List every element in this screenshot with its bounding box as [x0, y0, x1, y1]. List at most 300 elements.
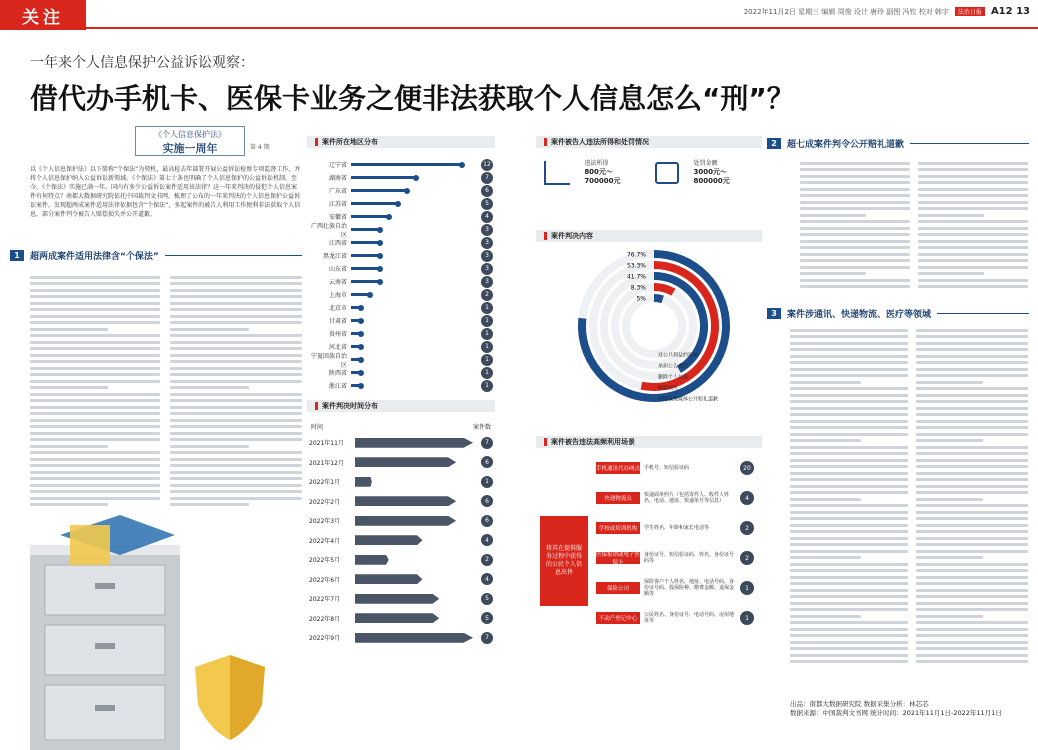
text-line: [790, 491, 908, 494]
text-line: [30, 458, 160, 461]
text-line: [30, 432, 160, 435]
text-line: [916, 478, 1028, 481]
region-value: 2: [481, 289, 493, 301]
text-line: [30, 497, 160, 500]
region-bar-row: [309, 352, 493, 369]
region-bar: [351, 202, 397, 205]
time-bar-row: [309, 433, 493, 453]
footer-source: 出品：南都大数据研究院 数据采集分析：林芯芯: [790, 700, 929, 708]
time-value: 6: [481, 456, 493, 468]
text-line: [170, 308, 302, 311]
text-line: [170, 347, 302, 350]
text-line: [30, 471, 160, 474]
bar-end-dot: [459, 162, 465, 168]
text-line: [30, 451, 160, 454]
text-line: [790, 329, 908, 332]
time-bar: [355, 438, 473, 448]
text-line: [790, 459, 908, 462]
text-line: [800, 181, 910, 184]
time-label: 2022年5月: [309, 557, 341, 565]
channels-title: 案件被告违法高频利用场景: [536, 436, 762, 448]
judgment-panel: [536, 230, 762, 416]
time-bar: [355, 496, 456, 506]
channel-name: 手机通讯代办网点: [596, 462, 640, 474]
time-bar: [355, 516, 456, 526]
time-label: 2022年2月: [309, 498, 341, 506]
channel-desc: 身份证号、短信验证码、姓名、身份证号码等: [644, 552, 735, 564]
text-line: [170, 393, 302, 396]
region-label: 宁夏回族自治区: [310, 352, 347, 369]
text-line: [790, 615, 861, 618]
time-value: 7: [481, 632, 493, 644]
text-line: [790, 569, 908, 572]
time-chart-panel: [307, 400, 495, 648]
time-label: 2021年12月: [309, 459, 344, 467]
text-line: [170, 380, 302, 383]
channel-name: 保险公司: [596, 582, 640, 594]
region-bar: [351, 215, 388, 218]
text-line: [170, 406, 302, 409]
text-line: [170, 354, 302, 357]
text-line: [170, 295, 302, 298]
text-line: [170, 490, 302, 493]
text-line: [918, 168, 1028, 171]
text-line: [800, 272, 866, 275]
region-bar-row: [309, 288, 493, 301]
text-line: [170, 497, 302, 500]
judgment-percent: 8.3%: [630, 284, 646, 292]
text-line: [800, 279, 910, 282]
channel-name: 学校或培训机构: [596, 522, 640, 534]
bar-end-dot: [395, 201, 401, 207]
channel-count: 2: [740, 551, 754, 565]
text-line: [916, 400, 1028, 403]
body-column-4: [918, 158, 1028, 293]
text-line: [916, 647, 1028, 650]
bar-end-dot: [413, 175, 419, 181]
text-line: [30, 367, 160, 370]
text-line: [918, 272, 984, 275]
channel-desc: 快递面单照片（包括寄件人、收件人姓名、电话、地址、快递单号等信息）: [644, 492, 730, 504]
text-line: [790, 439, 861, 442]
judgment-percent: 41.7%: [626, 273, 646, 281]
text-line: [800, 227, 910, 230]
text-line: [916, 420, 1028, 423]
text-line: [790, 387, 908, 390]
text-line: [790, 517, 908, 520]
text-line: [170, 276, 302, 279]
time-bar-row: [309, 628, 493, 648]
text-line: [916, 504, 1028, 507]
text-line: [800, 233, 910, 236]
text-line: [30, 399, 160, 402]
region-value: 1: [481, 354, 493, 366]
text-line: [30, 445, 108, 448]
channel-desc: 公民姓名、身份证号、电话号码、房屋地址等: [644, 612, 735, 624]
text-line: [170, 445, 249, 448]
text-line: [170, 399, 302, 402]
text-line: [916, 524, 1028, 527]
text-line: [30, 484, 160, 487]
region-label: 云南省: [328, 279, 347, 286]
text-line: [800, 188, 910, 191]
text-line: [916, 563, 1028, 566]
text-line: [30, 282, 160, 285]
text-line: [918, 207, 1028, 210]
body-column-1: [30, 272, 160, 512]
bar-end-dot: [358, 383, 364, 389]
text-line: [800, 246, 910, 249]
text-line: [916, 543, 1028, 546]
text-line: [790, 420, 908, 423]
text-line: [30, 406, 160, 409]
text-line: [916, 608, 1028, 611]
body-column-5: [790, 325, 908, 675]
text-line: [916, 491, 1028, 494]
region-bar: [351, 254, 379, 257]
cabinet-illustration: [0, 505, 300, 750]
channel-desc: 学生姓名、年龄和家长电话等: [644, 525, 710, 531]
text-line: [790, 641, 908, 644]
page-title: 借代办手机卡、医保卡业务之便非法获取个人信息怎么“刑”？: [30, 82, 795, 115]
text-line: [790, 576, 908, 579]
time-label: 2022年6月: [309, 576, 341, 584]
region-bar-row: [309, 171, 493, 184]
text-line: [916, 329, 1028, 332]
judgment-arc: [654, 298, 663, 299]
text-line: [30, 438, 160, 441]
text-line: [790, 660, 908, 663]
judgment-percent: 5%: [636, 295, 646, 303]
text-line: [170, 477, 302, 480]
region-bar-row: [309, 236, 493, 249]
text-line: [170, 432, 302, 435]
section-tag: 关注: [0, 0, 86, 30]
time-bar: [355, 477, 372, 487]
text-line: [800, 162, 910, 165]
penalty-title: 案件被告人违法所得和处罚情况: [536, 136, 762, 148]
footer: [790, 700, 1030, 718]
region-bar-row: [309, 197, 493, 210]
channel-count: 1: [740, 611, 754, 625]
section-number: 2: [767, 138, 781, 149]
judgment-arc: [654, 287, 673, 292]
logo-top: 《个人信息保护法》: [154, 130, 226, 139]
text-line: [30, 289, 160, 292]
region-label: 北京市: [328, 305, 347, 312]
bar-end-dot: [377, 227, 383, 233]
text-line: [30, 341, 160, 344]
text-line: [170, 282, 302, 285]
judgment-percent: 76.7%: [626, 251, 646, 259]
text-line: [916, 355, 1028, 358]
text-line: [170, 321, 302, 324]
region-label: 湖南省: [328, 175, 347, 182]
text-line: [916, 498, 983, 501]
text-line: [916, 433, 1028, 436]
text-line: [790, 654, 908, 657]
text-line: [800, 175, 910, 178]
judgment-category: 对公共利益的影响: [658, 352, 699, 359]
channels-panel: [536, 436, 762, 672]
text-line: [916, 511, 1028, 514]
time-bar: [355, 633, 473, 643]
time-value: 2: [481, 554, 493, 566]
chart-icon: [544, 161, 570, 185]
text-line: [170, 438, 302, 441]
region-bar-row: [309, 249, 493, 262]
text-line: [30, 386, 108, 389]
text-line: [170, 341, 302, 344]
text-line: [918, 214, 984, 217]
region-value: 1: [481, 380, 493, 392]
region-label: 山东省: [328, 266, 347, 273]
region-bar: [351, 267, 379, 270]
text-line: [916, 595, 1028, 598]
text-line: [800, 214, 866, 217]
judgment-category: 在国家级媒体公开赔礼道歉: [658, 396, 719, 403]
text-line: [790, 478, 908, 481]
text-line: [916, 602, 1028, 605]
time-bar-row: [309, 531, 493, 551]
text-line: [918, 285, 1028, 288]
bar-end-dot: [367, 292, 373, 298]
body-column-3: [800, 158, 910, 293]
region-value: 5: [481, 198, 493, 210]
text-line: [790, 407, 908, 410]
text-line: [916, 387, 1028, 390]
text-line: [916, 537, 1028, 540]
channel-count: 1: [740, 581, 754, 595]
text-line: [800, 194, 910, 197]
text-line: [170, 451, 302, 454]
text-line: [170, 484, 302, 487]
text-line: [790, 400, 908, 403]
text-line: [790, 556, 861, 559]
text-line: [916, 439, 983, 442]
text-line: [790, 426, 908, 429]
section-title: 超两成案件适用法律含“个保法”: [30, 251, 159, 262]
time-bar-row: [309, 609, 493, 629]
region-value: 1: [481, 328, 493, 340]
text-line: [790, 647, 908, 650]
time-label: 2022年9月: [309, 635, 341, 643]
time-value: 4: [481, 534, 493, 546]
time-value: 5: [481, 593, 493, 605]
region-value: 1: [481, 315, 493, 327]
region-value: 7: [481, 172, 493, 184]
text-line: [916, 374, 1028, 377]
region-bar-row: [309, 184, 493, 197]
text-line: [918, 279, 1028, 282]
channel-count: 20: [740, 461, 754, 475]
time-bar-row: [309, 453, 493, 473]
region-label: 广东省: [328, 188, 347, 195]
section-1-header: [10, 248, 302, 262]
text-line: [790, 543, 908, 546]
text-line: [790, 595, 908, 598]
text-line: [170, 412, 302, 415]
text-line: [790, 413, 908, 416]
text-line: [918, 194, 1028, 197]
bar-end-dot: [404, 188, 410, 194]
section-number: 3: [767, 308, 781, 319]
text-line: [790, 608, 908, 611]
time-label: 2021年11月: [309, 440, 344, 448]
text-line: [30, 464, 160, 467]
text-line: [790, 511, 908, 514]
text-line: [790, 498, 861, 501]
section-3-header: [767, 306, 1029, 320]
region-label: 上海市: [328, 292, 347, 299]
time-value: 7: [481, 437, 493, 449]
text-line: [918, 240, 1028, 243]
text-line: [790, 465, 908, 468]
body-column-2: [170, 272, 302, 512]
text-line: [170, 373, 302, 376]
text-line: [916, 426, 1028, 429]
text-line: [170, 386, 249, 389]
time-axis-label: 时间: [311, 424, 324, 431]
text-line: [30, 315, 160, 318]
illegal-income: 违法所得 800元～700000元: [584, 160, 621, 185]
text-line: [790, 582, 908, 585]
region-label: 辽宁省: [328, 162, 347, 169]
text-line: [170, 334, 302, 337]
text-line: [916, 530, 1028, 533]
text-line: [916, 634, 1028, 637]
text-line: [918, 233, 1028, 236]
text-line: [916, 576, 1028, 579]
text-line: [790, 621, 908, 624]
region-value: 3: [481, 263, 493, 275]
region-label: 江西省: [328, 240, 347, 247]
region-value: 1: [481, 302, 493, 314]
text-line: [170, 289, 302, 292]
region-bar-row: [309, 327, 493, 340]
time-bar: [355, 457, 456, 467]
bar-end-dot: [358, 305, 364, 311]
subtitle: 一年来个人信息保护公益诉讼观察：: [30, 55, 254, 71]
time-value: 6: [481, 515, 493, 527]
logo-main: 实施一周年: [162, 142, 218, 155]
wallet-icon: [655, 162, 680, 184]
bar-end-dot: [377, 240, 383, 246]
judgment-percent: 53.3%: [626, 262, 646, 270]
text-line: [918, 253, 1028, 256]
time-value: 4: [481, 573, 493, 585]
paper-badge: 法治日报: [955, 7, 985, 16]
region-label: 河北省: [328, 344, 347, 351]
bar-end-dot: [358, 344, 364, 350]
region-chart-panel: [307, 136, 495, 392]
time-bar: [355, 613, 439, 623]
bar-end-dot: [386, 214, 392, 220]
time-bar: [355, 574, 422, 584]
region-bar-row: [309, 262, 493, 275]
channels-center-node: 将其在提供服务过程中获得的公民个人信息出售: [540, 516, 588, 606]
text-line: [916, 569, 1028, 572]
time-chart-title: 案件判决时间分布: [307, 400, 495, 412]
text-line: [790, 472, 908, 475]
text-line: [800, 259, 910, 262]
channel-name: 快递物流点: [596, 492, 640, 504]
text-line: [916, 550, 1028, 553]
text-line: [916, 394, 1028, 397]
text-line: [800, 207, 910, 210]
text-line: [30, 380, 160, 383]
region-bar-row: [309, 379, 493, 392]
region-label: 江苏省: [328, 201, 347, 208]
text-line: [918, 220, 1028, 223]
text-line: [916, 335, 1028, 338]
region-value: 3: [481, 276, 493, 288]
text-line: [30, 360, 160, 363]
section-title: 案件涉通讯、快递物流、医疗等领域: [787, 309, 932, 320]
text-line: [916, 452, 1028, 455]
divider: [937, 313, 1029, 314]
region-bar-row: [309, 158, 493, 171]
bar-end-dot: [377, 253, 383, 259]
region-bar-row: [309, 366, 493, 379]
divider: [165, 255, 302, 256]
text-line: [790, 537, 908, 540]
bar-end-dot: [377, 279, 383, 285]
text-line: [918, 266, 1028, 269]
judgment-title: 案件判决内容: [536, 230, 762, 242]
text-line: [800, 201, 910, 204]
text-line: [30, 393, 160, 396]
bar-end-dot: [358, 331, 364, 337]
judgment-category: 删除个人信息: [658, 374, 689, 381]
text-line: [790, 563, 908, 566]
channel-name: 医保报销或电子医保卡: [596, 552, 641, 566]
region-label: 陕西省: [328, 370, 347, 377]
channel-count: 4: [740, 491, 754, 505]
text-line: [30, 334, 160, 337]
text-line: [30, 308, 160, 311]
text-line: [30, 425, 160, 428]
text-line: [916, 342, 1028, 345]
text-line: [170, 360, 302, 363]
judgment-category: 承担公告费用: [658, 363, 689, 370]
text-line: [916, 459, 1028, 462]
region-label: 黑龙江省: [322, 253, 347, 260]
text-line: [916, 615, 983, 618]
intro-text: 以《个人信息保护法》以下简称“个保法”为契机，最高检去年部署开展公益诉讼检察专项监督工作，并将个人信息保护纳入公益诉讼新领域。《个保法》第七十条也明确了个人信息保护的公益诉讼机制。至今，《个保法》实施已满一年，国内有多少公益诉讼案件适用该法律？这一年来判决的侵犯个人信息案件有何特点？南都大数据研究院依托中国裁判文书网，梳理了公布的一年来判决的个人信息保护公益诉讼案件，发现超两成案件适用法律依据包含“个保法”，多起案件的被告人利用工作便利非法获取个人信息，部分案件判令被告人赔偿损失并公开道歉。: [30, 166, 301, 218]
bar-end-dot: [358, 370, 364, 376]
region-value: 3: [481, 224, 493, 236]
region-value: 3: [481, 250, 493, 262]
region-value: 6: [481, 185, 493, 197]
text-line: [918, 175, 1028, 178]
section-number: 1: [10, 250, 24, 261]
time-bar-row: [309, 589, 493, 609]
channel-name: 不动产登记中心: [596, 612, 640, 624]
region-bar: [351, 228, 379, 231]
text-line: [30, 321, 160, 324]
text-line: [30, 419, 160, 422]
text-line: [918, 246, 1028, 249]
text-line: [170, 464, 302, 467]
region-bar: [351, 189, 406, 192]
text-line: [916, 413, 1028, 416]
text-line: [918, 181, 1028, 184]
footer-data-source: 数据来源：中国裁判文书网 统计时间：2021年11月1日-2022年11月1日: [790, 709, 1002, 717]
text-line: [30, 302, 160, 305]
text-line: [790, 589, 908, 592]
region-label: 广西壮族自治区: [310, 222, 347, 239]
